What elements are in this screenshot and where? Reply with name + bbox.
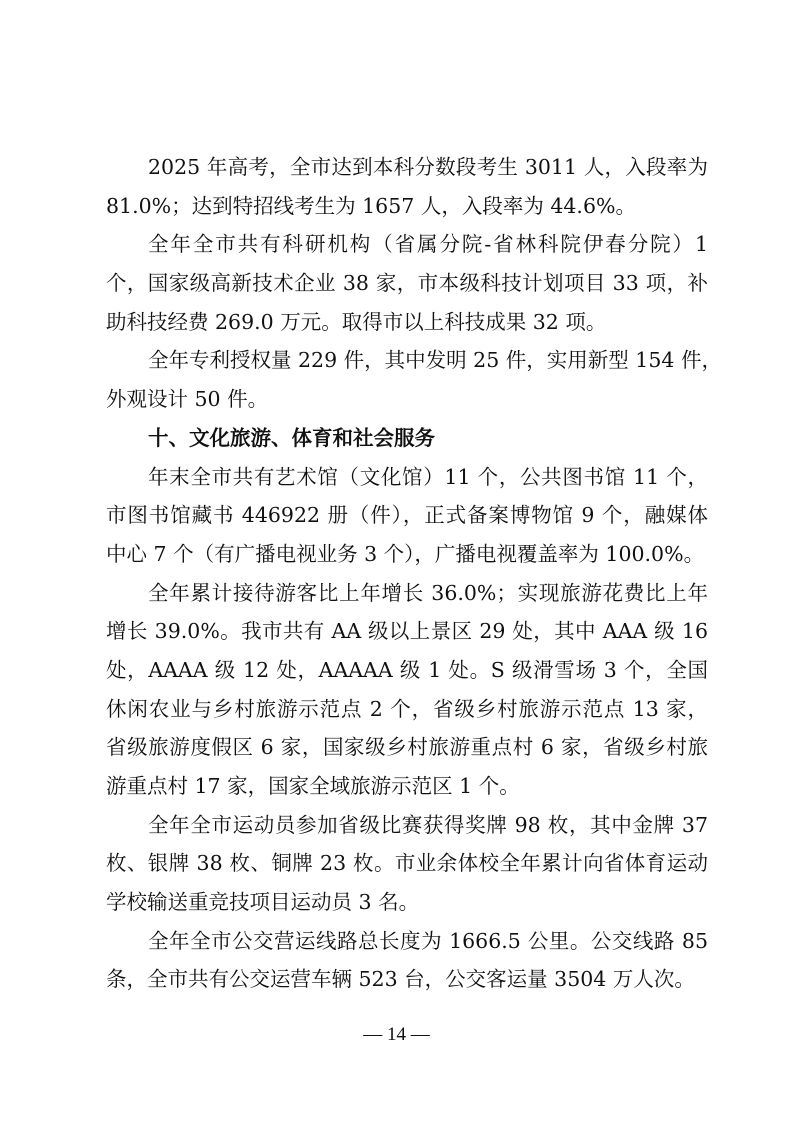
text-line: 市图书馆藏书 446922 册（件），正式备案博物馆 9 个，融媒体 <box>106 503 708 528</box>
paragraph <box>106 148 708 225</box>
text-line: 条，全市共有公交运营车辆 523 台，公交客运量 3504 万人次。 <box>106 967 695 992</box>
text-line: 处，AAAA 级 12 处，AAAAA 级 1 处。S 级滑雪场 3 个，全国 <box>106 657 708 682</box>
text-line: 助科技经费 269.0 万元。取得市以上科技成果 32 项。 <box>106 309 607 334</box>
paragraph <box>106 922 708 999</box>
text-line: 全年专利授权量 229 件，其中发明 25 件，实用新型 154 件， <box>148 348 722 373</box>
text-line: 休闲农业与乡村旅游示范点 2 个，省级乡村旅游示范点 13 家， <box>106 696 708 721</box>
paragraph <box>106 458 708 574</box>
text-line: 全年全市运动员参加省级比赛获得奖牌 98 枚，其中金牌 37 <box>148 812 708 837</box>
text-line: 枚、银牌 38 枚、铜牌 23 枚。市业余体校全年累计向省体育运动 <box>106 851 708 876</box>
text-line: 外观设计 50 件。 <box>106 387 269 412</box>
text-line: 增长 39.0%。我市共有 AA 级以上景区 29 处，其中 AAA 级 16 <box>106 619 708 644</box>
text-line: 省级旅游度假区 6 家，国家级乡村旅游重点村 6 家，省级乡村旅 <box>106 735 708 760</box>
page-number: — 14 — <box>363 1024 430 1045</box>
text-line: 2025 年高考，全市达到本科分数段考生 3011 人，入段率为 <box>148 155 708 179</box>
text-line: 中心 7 个（有广播电视业务 3 个），广播电视覆盖率为 100.0%。 <box>106 541 705 566</box>
text-line: 年末全市共有艺术馆（文化馆）11 个，公共图书馆 11 个， <box>148 464 708 489</box>
paragraph <box>106 341 722 418</box>
text-line: 81.0%；达到特招线考生为 1657 人，入段率为 44.6%。 <box>106 193 636 218</box>
text-line: 全年全市公交营运线路总长度为 1666.5 公里。公交线路 85 <box>148 928 708 953</box>
text-line: 个，国家级高新技术企业 38 家，市本级科技计划项目 33 项，补 <box>106 271 708 296</box>
section-heading <box>106 419 708 458</box>
text-line: 全年累计接待游客比上年增长 36.0%；实现旅游花费比上年 <box>148 580 708 605</box>
text-line: 游重点村 17 家，国家全域旅游示范区 1 个。 <box>106 774 520 798</box>
document-body <box>106 148 722 999</box>
paragraph <box>106 225 708 341</box>
paragraph <box>106 806 708 922</box>
text-line: 全年全市共有科研机构（省属分院-省林科院伊春分院）1 <box>148 232 708 257</box>
paragraph <box>106 574 708 806</box>
text-line: 学校输送重竞技项目运动员 3 名。 <box>106 890 420 915</box>
heading-text: 十、文化旅游、体育和社会服务 <box>148 425 435 450</box>
